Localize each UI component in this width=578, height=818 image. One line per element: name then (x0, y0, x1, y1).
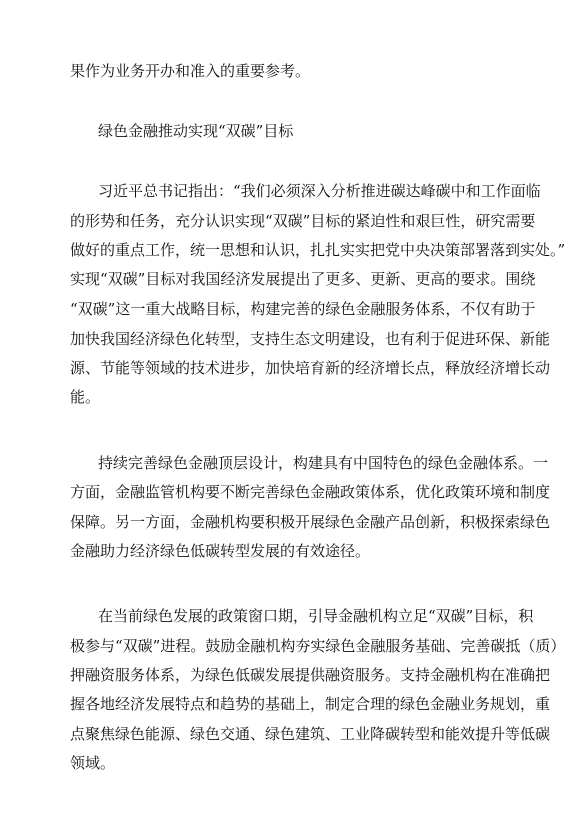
paragraph-line: 点聚焦绿色能源、绿色交通、绿色建筑、工业降碳转型和能效提升等低碳 (70, 725, 551, 743)
paragraph-line: 加快我国经济绿色化转型，支持生态文明建设，也有利于促进环保、新能 (70, 330, 551, 348)
paragraph-line: 实现“双碳”目标对我国经济发展提出了更多、更新、更高的要求。围绕 (70, 270, 536, 288)
paragraph-line: “双碳”这一重大战略目标，构建完善的绿色金融服务体系，不仅有助于 (70, 300, 536, 318)
paragraph-line: 方面，金融监管机构要不断完善绿色金融政策体系，优化政策环境和制度 (70, 483, 551, 501)
paragraph-line: 握各地经济发展特点和趋势的基础上，制定合理的绿色金融业务规划，重 (70, 695, 551, 713)
paragraph-line: 习近平总书记指出：“我们必须深入分析推进碳达峰碳中和工作面临 (98, 182, 541, 200)
paragraph-line: 做好的重点工作，统一思想和认识，扎扎实实把党中央决策部署落到实处。” (70, 241, 566, 259)
paragraph-line: 押融资服务体系，为绿色低碳发展提供融资服务。支持金融机构在准确把 (70, 666, 551, 684)
paragraph-line: 在当前绿色发展的政策窗口期，引导金融机构立足“双碳”目标，积 (98, 607, 534, 625)
intro-tail-text: 果作为业务开办和准入的重要参考。 (70, 62, 311, 80)
paragraph-line: 领域。 (70, 754, 116, 772)
paragraph-line: 的形势和任务，充分认识实现“双碳”目标的紧迫性和艰巨性，研究需要 (70, 212, 536, 230)
section-heading: 绿色金融推动实现“双碳”目标 (98, 122, 294, 140)
paragraph-line: 持续完善绿色金融顶层设计，构建具有中国特色的绿色金融体系。一 (98, 454, 549, 472)
paragraph-line: 源、节能等领域的技术进步，加快培育新的经济增长点，释放经济增长动 (70, 359, 551, 377)
paragraph-line: 金融助力经济绿色低碳转型发展的有效途径。 (70, 542, 371, 560)
paragraph-line: 极参与“双碳”进程。鼓励金融机构夯实绿色金融服务基础、完善碳抵（质） (70, 637, 566, 655)
paragraph-line: 保障。另一方面，金融机构要积极开展绿色金融产品创新，积极探索绿色 (70, 513, 551, 531)
paragraph-line: 能。 (70, 388, 101, 406)
